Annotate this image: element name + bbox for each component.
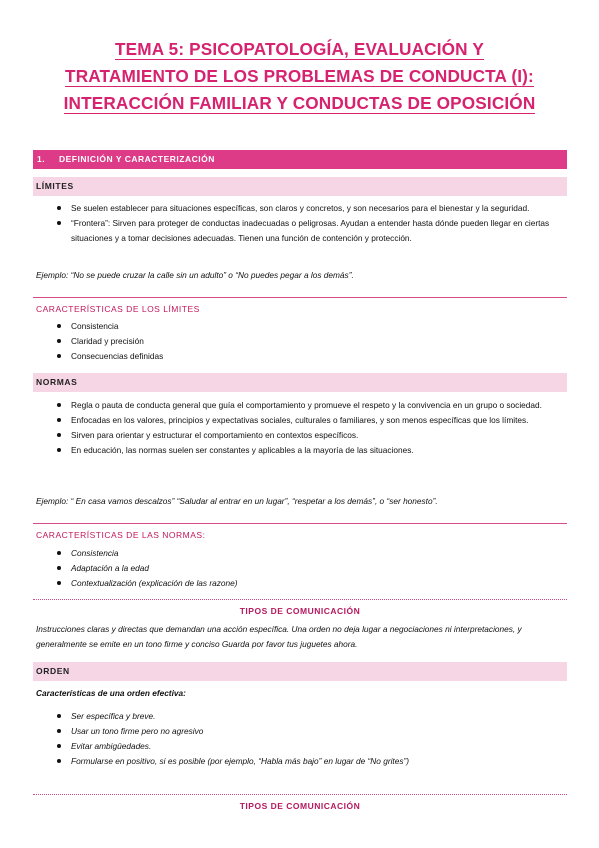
caract-normas-label: CARACTERÍSTICAS DE LAS NORMAS (36, 530, 203, 540)
section-number: 1. (37, 154, 46, 164)
list-item: “Frontera”: Sirven para proteger de conductas inadecuadas o peligrosas. Ayudan a entender hasta dónde pueden llegar en ciertas situaciones y a tomar decisiones adecuadas. Tienen una función de contención y protección. (33, 216, 567, 246)
caract-limites-label: CARACTERÍSTICAS DE LOS LÍMITES (36, 304, 200, 314)
orden-lead: Características de una orden efectiva: (36, 688, 186, 698)
orden-list (33, 709, 567, 769)
limites-example: Ejemplo: “No se puede cruzar la calle sin un adulto” o “No puedes pegar a los demás”. (36, 270, 354, 280)
normas-heading: NORMAS (33, 373, 567, 392)
list-item: Enfocadas en los valores, principios y expectativas sociales, culturales o familiares, y son menos específicas que los límites. (33, 413, 567, 428)
list-item: Se suelen establecer para situaciones específicas, son claros y concretos, y son necesarios para el bienestar y la seguridad. (33, 201, 567, 216)
list-item: Consistencia (33, 319, 567, 334)
normas-example: Ejemplo: “ En casa vamos descalzos” “Saludar al entrar en un lugar”, “respetar a los demás”, o “ser honesto”. (36, 496, 438, 506)
orden-heading: ORDEN (33, 662, 567, 681)
list-item: En educación, las normas suelen ser constantes y aplicables a la mayoría de las situaciones. (33, 443, 567, 458)
list-item: Consecuencias definidas (33, 349, 567, 364)
limites-list (33, 201, 567, 246)
normas-list (33, 398, 567, 458)
title-line-2: TRATAMIENTO DE LOS PROBLEMAS DE CONDUCTA (I): (65, 66, 534, 86)
list-item: Regla o pauta de conducta general que guía el comportamiento y promueve el respeto y la convivencia en un grupo o sociedad. (33, 398, 567, 413)
tipos-comunicacion-heading-2: TIPOS DE COMUNICACIÓN (33, 794, 567, 811)
caract-limites-list (33, 319, 567, 364)
section-label: DEFINICIÓN Y CARACTERIZACIÓN (59, 154, 215, 164)
list-item: Usar un tono firme pero no agresivo (33, 724, 567, 739)
list-item: Claridad y precisión (33, 334, 567, 349)
list-item: Adaptación a la edad (33, 561, 567, 576)
document-title (30, 36, 569, 117)
caract-normas-colon: : (202, 530, 206, 540)
title-line-1: TEMA 5: PSICOPATOLOGÍA, EVALUACIÓN Y (115, 39, 484, 59)
list-item: Sirven para orientar y estructurar el comportamiento en contextos específicos. (33, 428, 567, 443)
caract-limites-heading (33, 297, 567, 314)
caract-normas-heading (33, 523, 567, 540)
list-item: Contextualización (explicación de las razone) (33, 576, 567, 591)
section-heading-bar (33, 150, 567, 169)
list-item: Ser específica y breve. (33, 709, 567, 724)
caract-normas-list (33, 546, 567, 591)
list-item: Consistencia (33, 546, 567, 561)
list-item: Evitar ambigüedades. (33, 739, 567, 754)
limites-heading: LÍMITES (33, 177, 567, 196)
tipos-comunicacion-text: Instrucciones claras y directas que demandan una acción específica. Una orden no deja lugar a negociaciones ni interpretaciones, y generalmente se emite en un tono firme y conciso Guarda por favor tus juguetes ahora. (36, 624, 522, 649)
tipos-comunicacion-heading: TIPOS DE COMUNICACIÓN (33, 599, 567, 616)
list-item: Formularse en positivo, si es posible (por ejemplo, “Habla más bajo” en lugar de “No grites”) (33, 754, 567, 769)
title-line-3: INTERACCIÓN FAMILIAR Y CONDUCTAS DE OPOSICIÓN (63, 93, 536, 113)
